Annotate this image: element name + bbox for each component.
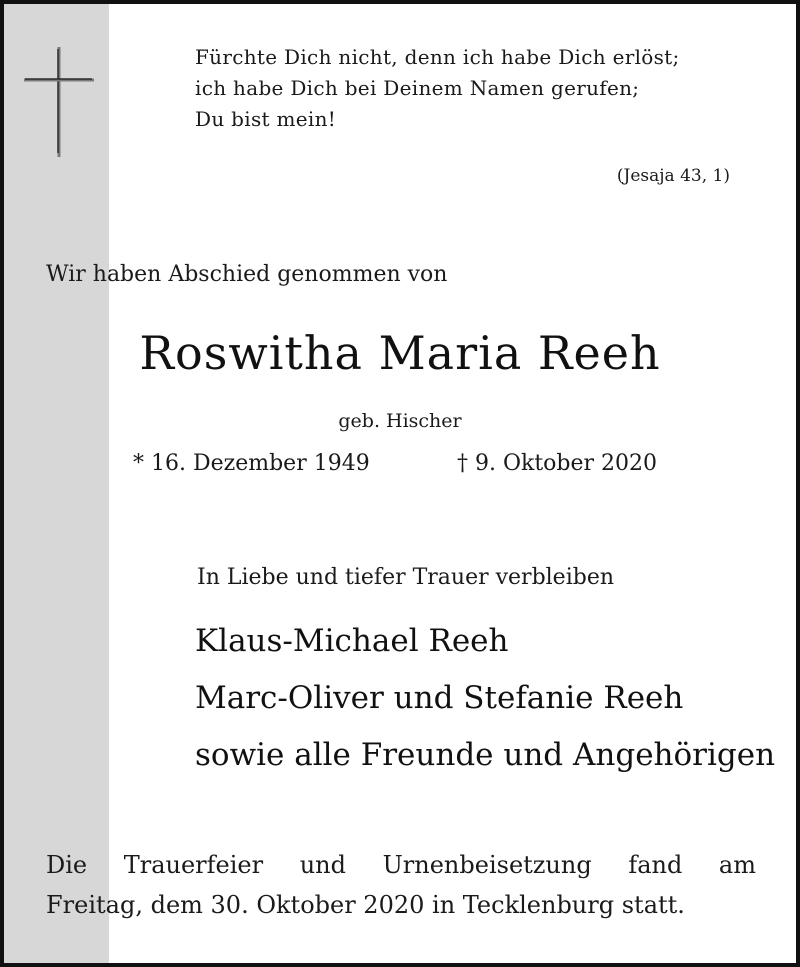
birth-name: geb. Hischer [338, 410, 462, 432]
survivor-entry: Klaus-Michael Reeh [195, 623, 509, 659]
death-date: † 9. Oktober 2020 [457, 451, 658, 476]
service-line: Freitag, dem 30. Oktober 2020 in Tecklenburg statt. [46, 891, 685, 919]
verse-line: Fürchte Dich nicht, denn ich habe Dich erlöst; [195, 45, 680, 69]
bible-verse [195, 42, 680, 135]
deceased-name: Roswitha Maria Reeh [139, 326, 661, 380]
survivor-entry: Marc-Oliver und Stefanie Reeh [195, 680, 684, 716]
cross-icon [22, 45, 96, 160]
mourning-line: In Liebe und tiefer Trauer verbleiben [197, 565, 615, 590]
verse-line: Du bist mein! [195, 107, 337, 131]
survivor-entry: sowie alle Freunde und Angehörigen [195, 737, 776, 773]
verse-line: ich habe Dich bei Deinem Namen gerufen; [195, 76, 640, 100]
survivors-list [195, 613, 775, 784]
service-info [46, 845, 756, 925]
service-line: Die Trauerfeier und Urnenbeisetzung fand am [46, 851, 756, 879]
verse-reference: (Jesaja 43, 1) [616, 166, 730, 186]
birth-date: * 16. Dezember 1949 [133, 451, 370, 476]
intro-text: Wir haben Abschied genommen von [46, 262, 448, 287]
